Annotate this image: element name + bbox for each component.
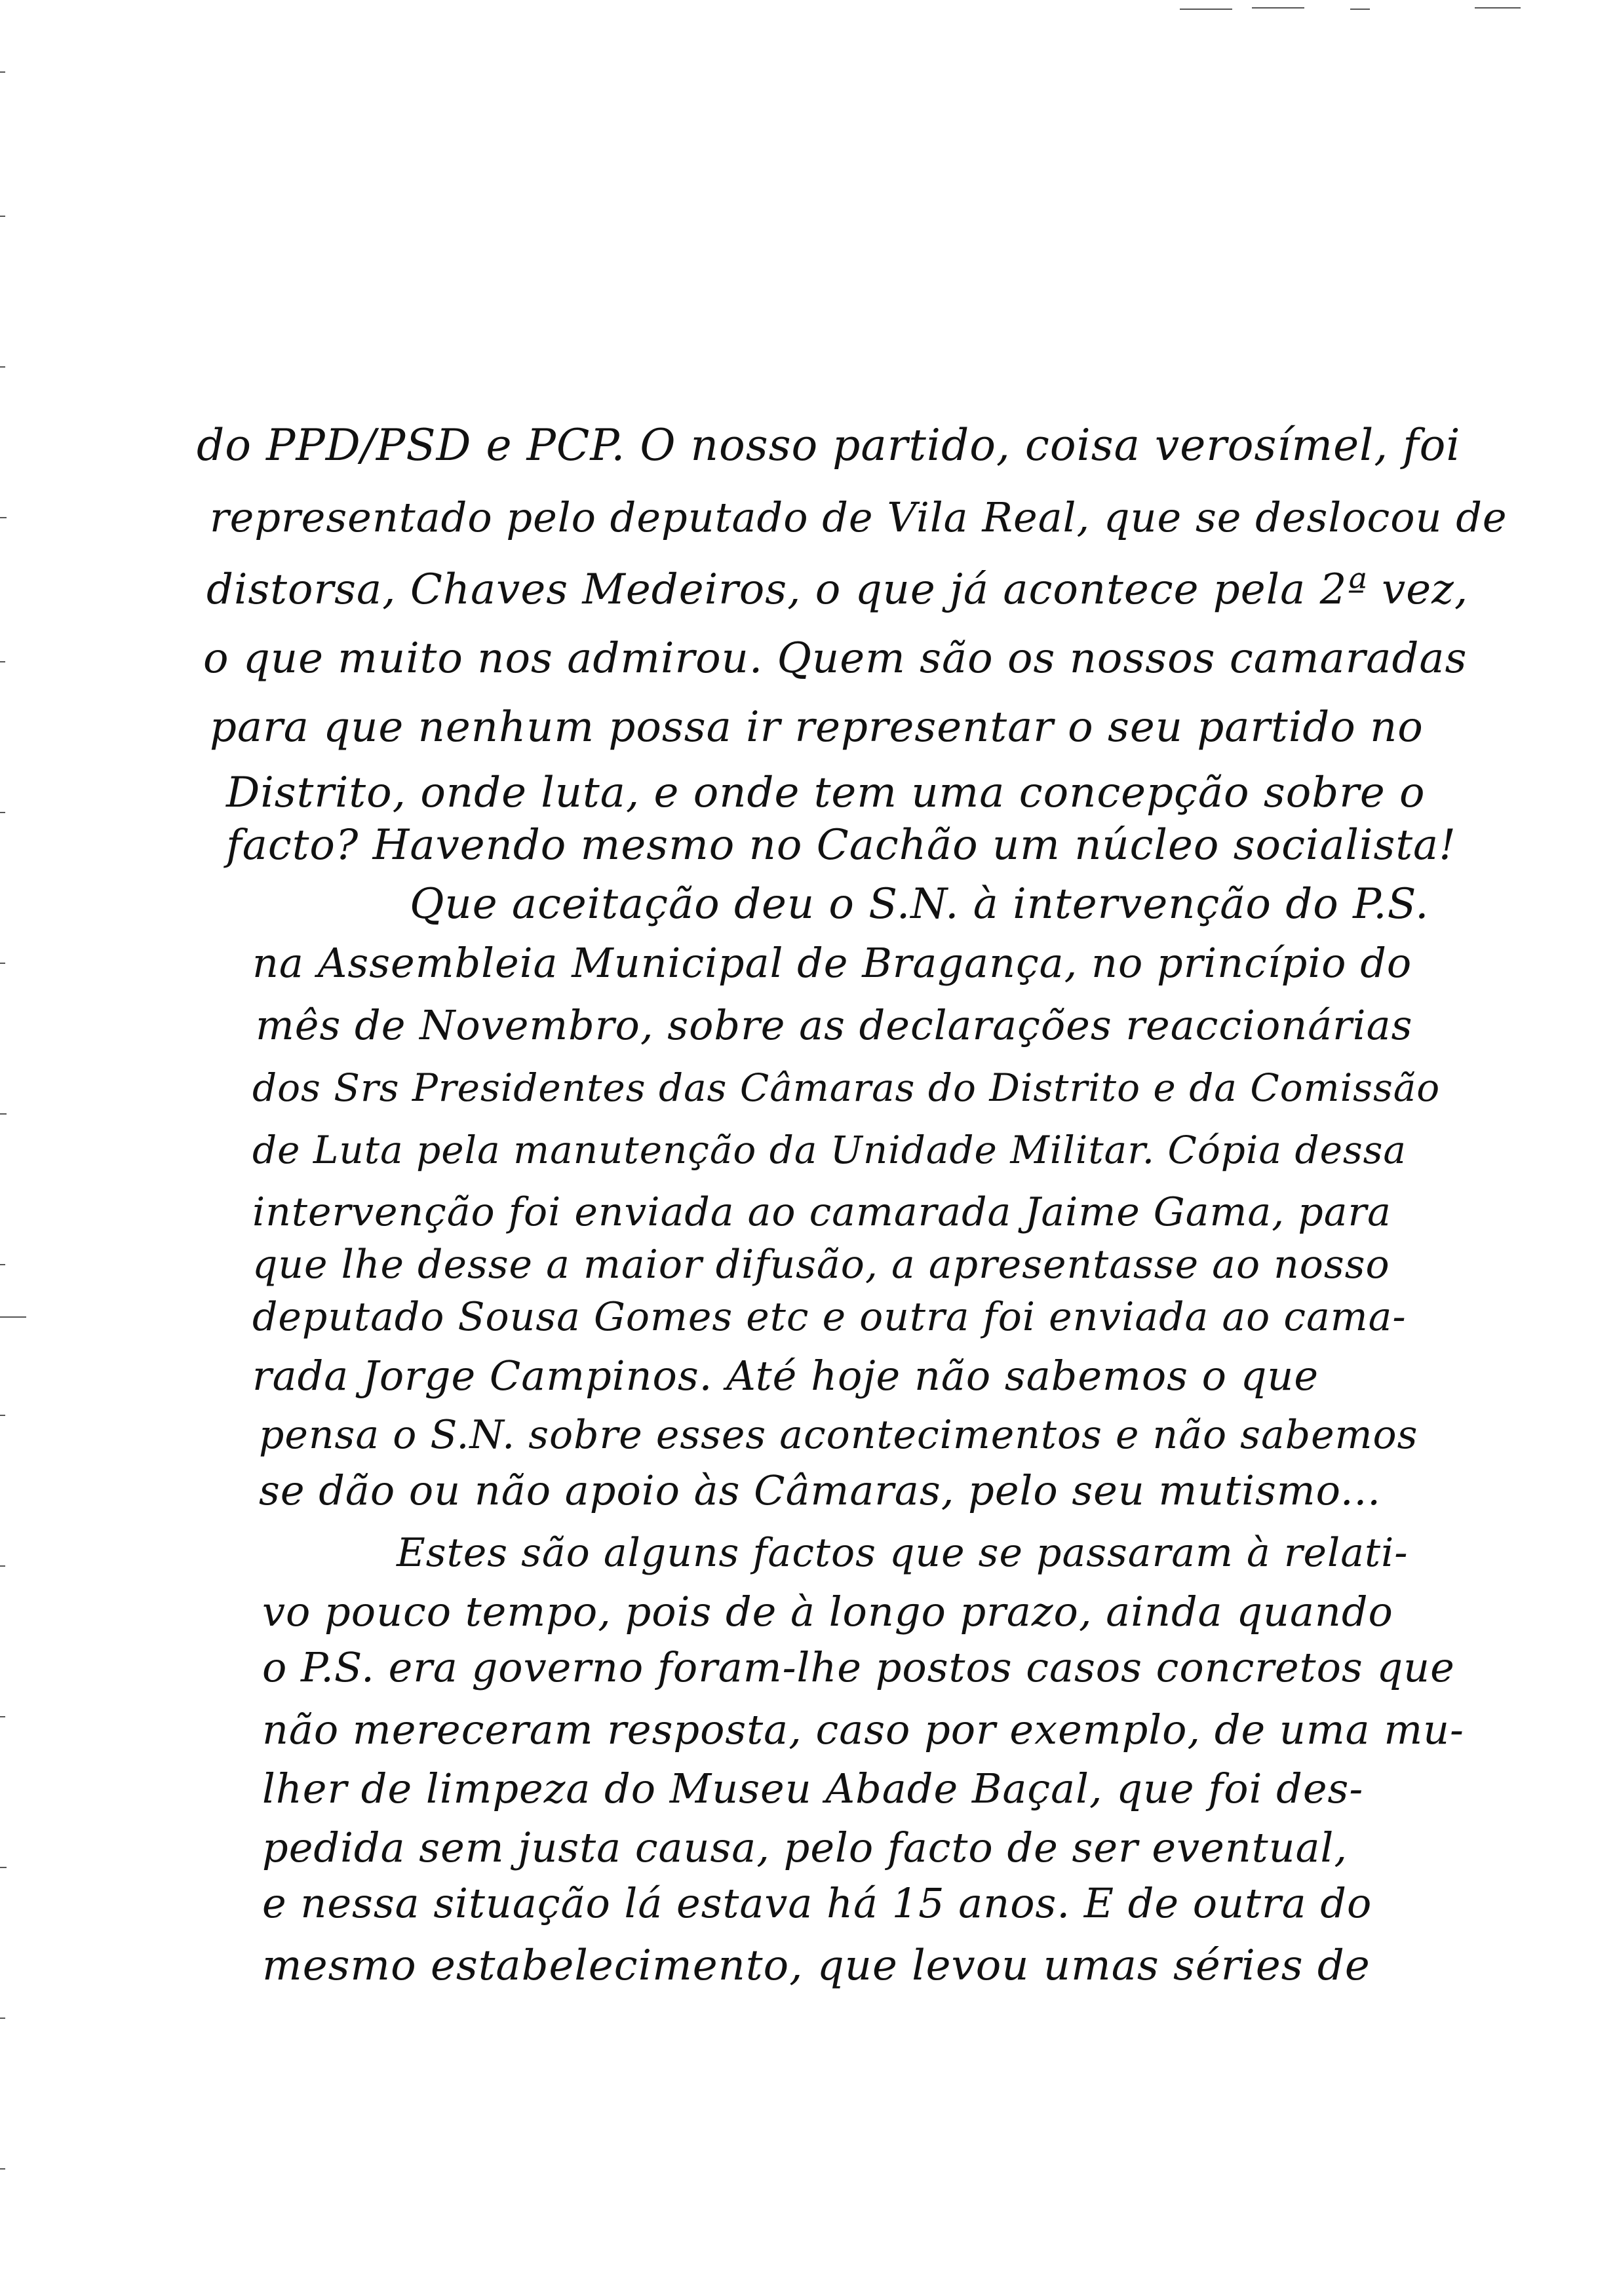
letter-line: vo pouco tempo, pois de à longo prazo, ainda quando [262, 1588, 1393, 1636]
letter-line: deputado Sousa Gomes etc e outra foi enviada ao cama- [252, 1294, 1407, 1340]
letter-line: não mereceram resposta, caso por exemplo, de uma mu- [262, 1706, 1464, 1753]
letter-line: na Assembleia Municipal de Bragança, no princípio do [252, 939, 1412, 987]
letter-line: de Luta pela manutenção da Unidade Militar. Cópia dessa [252, 1128, 1407, 1172]
letter-line: que lhe desse a maior difusão, a apresentasse ao nosso [252, 1242, 1390, 1288]
letter-line: representado pelo deputado de Vila Real, que se deslocou de [210, 493, 1508, 541]
letter-line: pedida sem justa causa, pelo facto de ser eventual, [262, 1824, 1348, 1871]
letter-line: dos Srs Presidentes das Câmaras do Distrito e da Comissão [252, 1065, 1441, 1110]
letter-line: Que aceitação deu o S.N. à intervenção do P.S. [410, 880, 1430, 928]
letter-line: do PPD/PSD e PCP. O nosso partido, coisa verosímel, foi [197, 420, 1461, 470]
letter-line: facto? Havendo mesmo no Cachão um núcleo socialista! [226, 821, 1456, 870]
letter-line: lher de limpeza do Museu Abade Baçal, que foi des- [262, 1765, 1364, 1812]
letter-line: e nessa situação lá estava há 15 anos. E de outra do [262, 1879, 1372, 1927]
letter-line: o que muito nos admirou. Quem são os nossos camaradas [203, 634, 1468, 683]
letter-line: para que nenhum possa ir representar o seu partido no [210, 703, 1424, 752]
letter-line: rada Jorge Campinos. Até hoje não sabemos o que [252, 1352, 1319, 1400]
letter-line: Estes são alguns factos que se passaram à relati- [397, 1530, 1409, 1576]
letter-line: distorsa, Chaves Medeiros, o que já acontece pela 2ª vez, [206, 565, 1469, 614]
letter-line: o P.S. era governo foram-lhe postos casos concretos que [262, 1643, 1455, 1691]
letter-line: intervenção foi enviada ao camarada Jaime Gama, para [252, 1189, 1391, 1235]
letter-line: se dão ou não apoio às Câmaras, pelo seu mutismo... [259, 1466, 1381, 1514]
letter-line: pensa o S.N. sobre esses acontecimentos e não sabemos [259, 1412, 1418, 1458]
letter-line: mês de Novembro, sobre as declarações reaccionárias [256, 1001, 1413, 1049]
letter-line: Distrito, onde luta, e onde tem uma concepção sobre o [226, 769, 1426, 817]
letter-line: mesmo estabelecimento, que levou umas séries de [262, 1942, 1371, 1990]
